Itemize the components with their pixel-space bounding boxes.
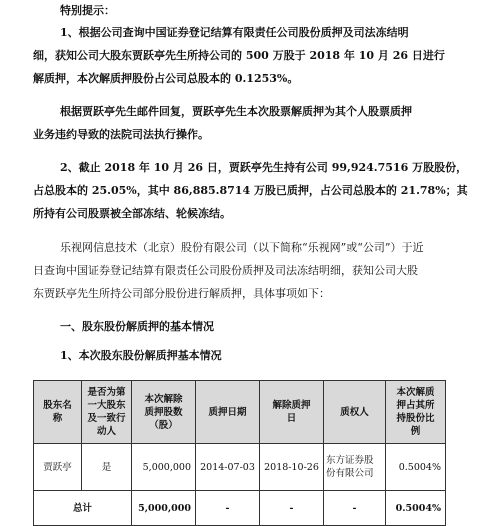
subsection-heading: 1、本次股东股份解质押基本情况 bbox=[60, 349, 222, 362]
notice-title: 特别提示： bbox=[60, 4, 115, 17]
cell-total-pledge-date: - bbox=[196, 491, 260, 526]
cell-total-release-date: - bbox=[260, 491, 324, 526]
intro-line1: 乐视网信息技术（北京）股份有限公司（以下简称“乐视网”或“公司”）于近 bbox=[60, 241, 424, 254]
notice-para3-line3: 所持有公司股票被全部冻结、轮候冻结。 bbox=[33, 207, 231, 220]
cell-holder: 贾跃亭 bbox=[34, 444, 82, 491]
notice-para1-line2: 细，获知公司大股东贾跃亭先生所持公司的 500 万股于 2018 年 10 月 26 日进行 bbox=[33, 49, 445, 62]
cell-total-label: 总计 bbox=[34, 491, 132, 526]
col-header-pledge-date: 质押日期 bbox=[196, 381, 260, 444]
notice-para1-line1: 1、根据公司查询中国证券登记结算有限责任公司股份质押及司法冻结明 bbox=[60, 26, 409, 39]
notice-para2-line1: 根据贾跃亭先生邮件回复，贾跃亭先生本次股票解质押为其个人股票质押 bbox=[60, 105, 412, 118]
cell-total-pledgee: - bbox=[324, 491, 386, 526]
cell-release-date: 2018-10-26 bbox=[260, 444, 324, 491]
cell-pledgee: 东方证券股 份有限公司 bbox=[324, 444, 386, 491]
notice-para3-line2: 占总股本的 25.05%，其中 86,885.8714 万股已质押，占公司总股本的 21.78%；其 bbox=[33, 184, 468, 197]
cell-is-largest: 是 bbox=[82, 444, 132, 491]
col-header-pledgee: 质权人 bbox=[324, 381, 386, 444]
pledge-release-table bbox=[33, 380, 446, 526]
cell-shares: 5,000,000 bbox=[132, 444, 196, 491]
notice-para3-line1: 2、截止 2018 年 10 月 26 日，贾跃亭先生持有公司 99,924.7516 万股股份， bbox=[60, 161, 468, 174]
notice-para2-line2: 业务违约导致的法院司法执行操作。 bbox=[33, 128, 209, 141]
cell-pledge-date: 2014-07-03 bbox=[196, 444, 260, 491]
table-total-row bbox=[34, 491, 446, 526]
intro-line2: 日查询中国证券登记结算有限责任公司股份质押及司法冻结明细，获知公司大股 bbox=[33, 264, 418, 277]
col-header-ratio: 本次解质 押占其所 持股份比 例 bbox=[386, 381, 446, 444]
col-header-shares: 本次解除 质押股数 （股） bbox=[132, 381, 196, 444]
table-row bbox=[34, 444, 446, 491]
table-header-row bbox=[34, 381, 446, 444]
col-header-is-largest: 是否为第 一大股东 及一致行 动人 bbox=[82, 381, 132, 444]
col-header-release-date: 解除质押 日 bbox=[260, 381, 324, 444]
cell-total-ratio: 0.5004% bbox=[386, 491, 446, 526]
cell-total-shares: 5,000,000 bbox=[132, 491, 196, 526]
section-heading: 一、股东股份解质押的基本情况 bbox=[60, 320, 214, 333]
col-header-holder: 股东名 称 bbox=[34, 381, 82, 444]
intro-line3: 东贾跃亭先生所持公司部分股份进行解质押，具体事项如下： bbox=[33, 287, 330, 300]
notice-para1-line3: 解质押，本次解质押股份占公司总股本的 0.1253%。 bbox=[33, 72, 299, 85]
cell-ratio: 0.5004% bbox=[386, 444, 446, 491]
